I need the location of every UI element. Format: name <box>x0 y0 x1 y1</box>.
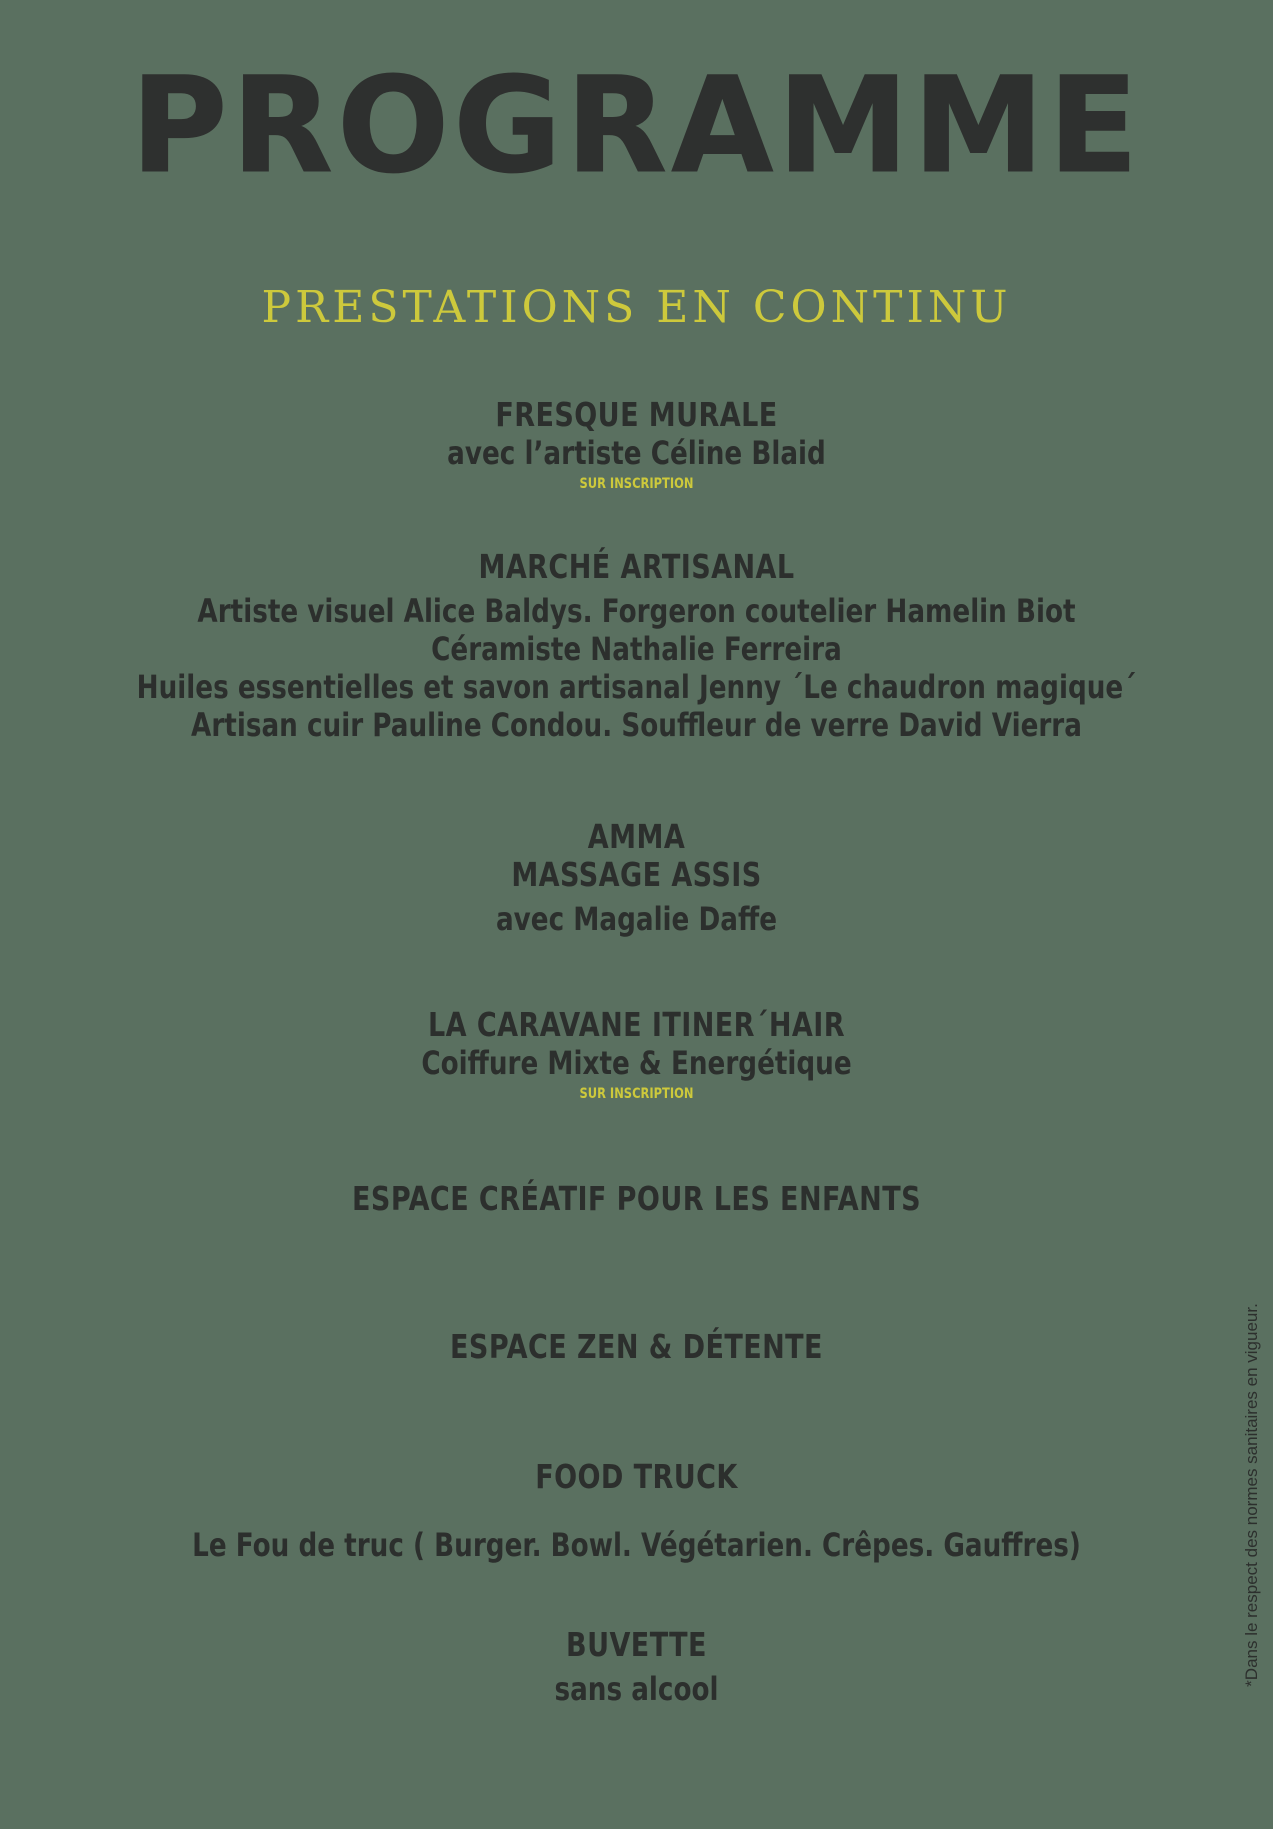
section-line: Artisan cuir Pauline Condou. Souffleur de verre David Vierra <box>191 706 1082 744</box>
section-caravane <box>0 1006 1273 1104</box>
section-line: Coiffure Mixte & Energétique <box>421 1044 852 1082</box>
section-heading: AMMA <box>587 817 686 856</box>
section-heading: BUVETTE <box>566 1625 707 1664</box>
section-heading: FOOD TRUCK <box>535 1457 738 1496</box>
section-fresque-murale <box>0 396 1273 494</box>
section-heading-secondary: MASSAGE ASSIS <box>511 855 762 894</box>
section-heading: MARCHÉ ARTISANAL <box>478 547 795 586</box>
section-heading: ESPACE CRÉATIF POUR LES ENFANTS <box>352 1179 921 1218</box>
section-marche-artisanal <box>0 548 1273 744</box>
section-line: Artiste visuel Alice Baldys. Forgeron coutelier Hamelin Biot <box>197 592 1076 630</box>
footnote: *Dans le respect des normes sanitaires en vigueur. <box>1242 1303 1261 1687</box>
section-amma <box>0 818 1273 938</box>
footnote-container <box>1232 1275 1272 1715</box>
registration-tag: SUR INSCRIPTION <box>579 476 694 492</box>
section-buvette <box>0 1626 1273 1708</box>
section-line: Céramiste Nathalie Ferreira <box>431 630 842 668</box>
page-subtitle: PRESTATIONS EN CONTINU <box>261 282 1012 333</box>
section-heading: LA CARAVANE ITINER´HAIR <box>428 1005 845 1044</box>
section-heading: ESPACE ZEN & DÉTENTE <box>450 1327 823 1366</box>
section-food-truck <box>0 1458 1273 1564</box>
section-line: avec l’artiste Céline Blaid <box>447 434 826 472</box>
section-espace-creatif <box>0 1180 1273 1218</box>
section-espace-zen <box>0 1328 1273 1366</box>
section-line: sans alcool <box>554 1670 719 1708</box>
page-title: PROGRAMME <box>130 49 1143 203</box>
registration-tag: SUR INSCRIPTION <box>579 1086 694 1102</box>
section-line: avec Magalie Daffe <box>495 900 778 938</box>
section-line: Huiles essentielles et savon artisanal Jenny ´Le chaudron magique´ <box>136 668 1137 706</box>
section-line: Le Fou de truc ( Burger. Bowl. Végétarien. Crêpes. Gauffres) <box>192 1526 1081 1564</box>
section-heading: FRESQUE MURALE <box>495 395 778 434</box>
